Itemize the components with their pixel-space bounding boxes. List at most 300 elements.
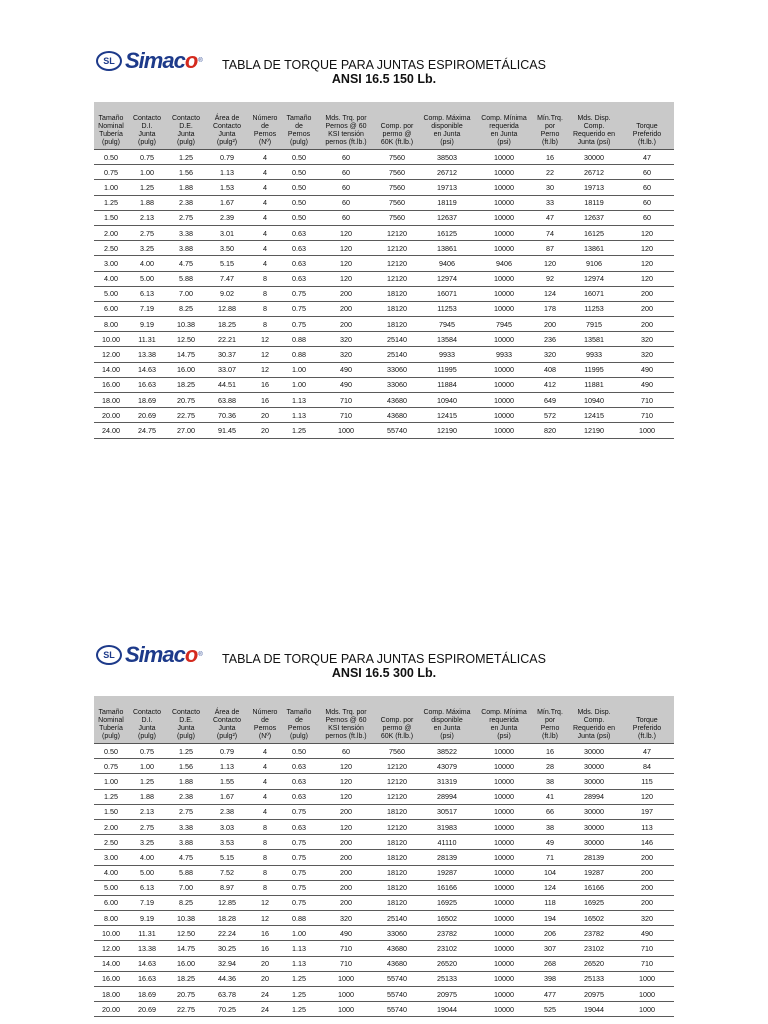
table-cell: 1.25 [128,774,166,789]
table-cell: 60 [316,744,376,759]
table-cell: 1.88 [166,180,206,195]
column-header: Mín.Trq. por Perno (ft.lb) [532,102,568,150]
table-cell: 18120 [376,317,418,332]
table-cell: 44.36 [206,971,248,986]
table-cell: 10000 [476,774,532,789]
table-cell: 2.38 [166,789,206,804]
table-cell: 490 [316,377,376,392]
table-cell: 710 [316,956,376,971]
table-cell: 41 [532,789,568,804]
table-cell: 0.50 [282,180,316,195]
table-cell: 10.00 [94,926,128,941]
table-cell: 23102 [418,941,476,956]
table-cell: 60 [620,210,674,225]
table-cell: 11.31 [128,926,166,941]
table-row [94,286,674,301]
table-cell: 16071 [418,286,476,301]
table-cell: 1000 [316,423,376,438]
table-row [94,241,674,256]
table-cell: 320 [316,332,376,347]
table-cell: 2.75 [166,210,206,225]
table-cell: 1.13 [282,393,316,408]
table-cell: 12.50 [166,926,206,941]
table-title-block [0,58,768,86]
table-cell: 26520 [418,956,476,971]
table-cell: 10000 [476,971,532,986]
table-cell: 8 [248,865,282,880]
table-cell: 2.50 [94,241,128,256]
table-cell: 18119 [568,195,620,210]
table-cell: 70.36 [206,408,248,423]
table-cell: 5.00 [94,286,128,301]
table-cell: 7.00 [166,286,206,301]
logo-wordmark: Simaco [125,642,198,667]
table-cell: 2.50 [94,835,128,850]
table-cell: 13861 [418,241,476,256]
table-cell: 200 [532,317,568,332]
column-header: Comp. Máxima disponible en Junta (psi) [418,102,476,150]
column-header: Tamaño Nominal Tubería (pulg) [94,102,128,150]
table-cell: 1.50 [94,804,128,819]
table-cell: 10000 [476,850,532,865]
table-cell: 4 [248,165,282,180]
table-cell: 120 [316,225,376,240]
table-cell: 33.07 [206,362,248,377]
table-cell: 19044 [418,1002,476,1017]
table-cell: 10.38 [166,317,206,332]
table-row [94,225,674,240]
column-header: Mds. Trq. por Pernos @ 60 KSI tensión pernos (ft.lb.) [316,102,376,150]
column-header: Comp. por permo @ 60K (ft.lb.) [376,102,418,150]
table-cell: 0.63 [282,256,316,271]
table-cell: 10000 [476,165,532,180]
table-cell: 27.00 [166,423,206,438]
table-cell: 16 [532,150,568,165]
table-cell: 4 [248,804,282,819]
table-cell: 3.88 [166,835,206,850]
table-row [94,408,674,423]
table-cell: 12120 [376,241,418,256]
table-cell: 120 [316,271,376,286]
table-cell: 200 [620,850,674,865]
table-subtitle: ANSI 16.5 300 Lb. [331,666,437,680]
table-cell: 63.88 [206,393,248,408]
table-cell: 3.00 [94,850,128,865]
table-cell: 307 [532,941,568,956]
table-cell: 16071 [568,286,620,301]
table-cell: 10000 [476,789,532,804]
table-cell: 0.88 [282,347,316,362]
table-cell: 320 [620,347,674,362]
table-cell: 13.38 [128,347,166,362]
table-cell: 1000 [316,971,376,986]
table-cell: 1.67 [206,789,248,804]
table-cell: 10000 [476,393,532,408]
table-cell: 30000 [568,759,620,774]
column-header: Número de Pernos (Nº) [248,102,282,150]
table-cell: 74 [532,225,568,240]
table-cell: 5.00 [128,271,166,286]
table-cell: 16.00 [166,956,206,971]
table-cell: 8 [248,271,282,286]
table-cell: 16 [532,744,568,759]
table-cell: 490 [620,377,674,392]
table-cell: 0.50 [94,150,128,165]
column-header: Torque Preferido (ft.lb.) [620,696,674,744]
table-row [94,759,674,774]
table-cell: 6.13 [128,286,166,301]
table-cell: 60 [316,195,376,210]
table-cell: 7560 [376,180,418,195]
table-cell: 25140 [376,911,418,926]
table-cell: 200 [316,880,376,895]
table-row [94,819,674,834]
table-cell: 38 [532,819,568,834]
table-cell: 8 [248,286,282,301]
table-cell: 4 [248,744,282,759]
table-cell: 30000 [568,819,620,834]
table-cell: 194 [532,911,568,926]
table-cell: 16125 [418,225,476,240]
table-cell: 10000 [476,987,532,1002]
table-cell: 0.75 [282,865,316,880]
table-cell: 113 [620,819,674,834]
table-cell: 22.21 [206,332,248,347]
table-cell: 490 [316,362,376,377]
table-cell: 2.13 [128,804,166,819]
table-row [94,926,674,941]
table-cell: 16.00 [94,377,128,392]
table-cell: 84 [620,759,674,774]
table-cell: 1.50 [94,210,128,225]
table-cell: 120 [316,256,376,271]
table-cell: 2.38 [166,195,206,210]
table-cell: 0.50 [94,744,128,759]
table-cell: 5.15 [206,256,248,271]
table-cell: 1.88 [128,195,166,210]
table-cell: 1000 [620,423,674,438]
table-cell: 10000 [476,865,532,880]
table-cell: 4 [248,210,282,225]
table-cell: 104 [532,865,568,880]
table-cell: 23782 [418,926,476,941]
table-cell: 13861 [568,241,620,256]
table-row [94,271,674,286]
table-cell: 1.13 [282,941,316,956]
table-cell: 16125 [568,225,620,240]
table-cell: 1.13 [206,759,248,774]
table-cell: 0.50 [282,195,316,210]
table-cell: 4 [248,180,282,195]
table-cell: 124 [532,286,568,301]
table-cell: 30.37 [206,347,248,362]
table-cell: 0.75 [282,804,316,819]
table-cell: 70.25 [206,1002,248,1017]
table-cell: 24.00 [94,423,128,438]
table-cell: 10000 [476,956,532,971]
table-cell: 30 [532,180,568,195]
table-cell: 20.00 [94,408,128,423]
table-cell: 268 [532,956,568,971]
table-cell: 43079 [418,759,476,774]
table-cell: 8.97 [206,880,248,895]
table-cell: 18.25 [166,971,206,986]
table-cell: 28139 [568,850,620,865]
table-cell: 18120 [376,301,418,316]
table-cell: 9933 [568,347,620,362]
table-cell: 178 [532,301,568,316]
table-cell: 320 [620,332,674,347]
table-cell: 4 [248,195,282,210]
table-cell: 710 [316,408,376,423]
table-cell: 7.19 [128,895,166,910]
table-cell: 12 [248,332,282,347]
table-cell: 6.13 [128,880,166,895]
table-cell: 1.25 [128,180,166,195]
table-cell: 16.00 [166,362,206,377]
table-cell: 477 [532,987,568,1002]
table-cell: 16502 [568,911,620,926]
table-row [94,377,674,392]
table-cell: 30000 [568,774,620,789]
table-cell: 28994 [568,789,620,804]
table-cell: 14.75 [166,941,206,956]
table-cell: 12120 [376,271,418,286]
table-cell: 25133 [568,971,620,986]
table-cell: 1000 [620,971,674,986]
table-cell: 12120 [376,774,418,789]
table-cell: 1.00 [282,362,316,377]
table-cell: 44.51 [206,377,248,392]
table-cell: 19287 [568,865,620,880]
table-cell: 0.79 [206,150,248,165]
table-cell: 10000 [476,880,532,895]
table-row [94,393,674,408]
table-cell: 2.39 [206,210,248,225]
table-cell: 1.00 [282,926,316,941]
table-row [94,332,674,347]
table-cell: 11881 [568,377,620,392]
table-cell: 22.75 [166,1002,206,1017]
table-cell: 20.75 [166,987,206,1002]
table-cell: 30517 [418,804,476,819]
table-cell: 206 [532,926,568,941]
table-cell: 43680 [376,393,418,408]
table-cell: 20 [248,971,282,986]
table-cell: 710 [620,393,674,408]
table-cell: 60 [316,150,376,165]
table-cell: 10000 [476,926,532,941]
table-cell: 33 [532,195,568,210]
table-title: TABLA DE TORQUE PARA JUNTAS ESPIROMETÁLICAS [222,652,546,666]
table-cell: 55740 [376,1002,418,1017]
table-cell: 43680 [376,408,418,423]
table-cell: 30000 [568,150,620,165]
table-cell: 60 [620,195,674,210]
table-cell: 18.69 [128,393,166,408]
table-cell: 4 [248,225,282,240]
table-cell: 8 [248,850,282,865]
table-cell: 10000 [476,286,532,301]
column-header: Contacto D.E. Junta (pulg) [166,102,206,150]
table-cell: 2.75 [128,819,166,834]
table-cell: 19713 [568,180,620,195]
table-cell: 8.25 [166,301,206,316]
table-cell: 5.88 [166,271,206,286]
table-cell: 16166 [568,880,620,895]
table-cell: 3.25 [128,241,166,256]
table-cell: 120 [620,241,674,256]
column-header: Mín.Trq. por Perno (ft.lb) [532,696,568,744]
table-header-row [94,102,674,150]
table-cell: 19287 [418,865,476,880]
table-cell: 12 [248,911,282,926]
column-header: Comp. Mínima requerida en Junta (psi) [476,102,532,150]
table-cell: 23102 [568,941,620,956]
table-cell: 118 [532,895,568,910]
table-cell: 0.75 [282,880,316,895]
table-cell: 28994 [418,789,476,804]
table-cell: 12190 [568,423,620,438]
table-cell: 1.88 [128,789,166,804]
table-cell: 43680 [376,956,418,971]
table-cell: 11.31 [128,332,166,347]
table-cell: 320 [316,911,376,926]
table-cell: 3.00 [94,256,128,271]
table-cell: 710 [620,956,674,971]
table-cell: 49 [532,835,568,850]
table-cell: 6.00 [94,895,128,910]
table-cell: 18.69 [128,987,166,1002]
table-cell: 1.25 [282,423,316,438]
table-cell: 6.00 [94,301,128,316]
table-cell: 1.00 [128,165,166,180]
table-cell: 9933 [476,347,532,362]
table-cell: 20 [248,956,282,971]
table-cell: 16 [248,941,282,956]
table-cell: 2.13 [128,210,166,225]
column-header: Comp. por permo @ 60K (ft.lb.) [376,696,418,744]
table-cell: 200 [316,301,376,316]
table-cell: 16.00 [94,971,128,986]
table-cell: 0.75 [282,286,316,301]
table-cell: 18.25 [166,377,206,392]
table-row [94,895,674,910]
table-cell: 10.38 [166,911,206,926]
table-cell: 1.25 [94,789,128,804]
table-cell: 18119 [418,195,476,210]
table-cell: 3.50 [206,241,248,256]
table-cell: 9.02 [206,286,248,301]
table-cell: 0.50 [282,150,316,165]
table-cell: 12.85 [206,895,248,910]
table-cell: 10000 [476,377,532,392]
table-cell: 4 [248,759,282,774]
table-cell: 26712 [568,165,620,180]
table-cell: 12637 [568,210,620,225]
table-cell: 60 [316,210,376,225]
table-cell: 4.00 [94,865,128,880]
table-cell: 16925 [418,895,476,910]
table-cell: 12 [248,347,282,362]
table-header-row [94,696,674,744]
table-cell: 8 [248,819,282,834]
table-cell: 63.78 [206,987,248,1002]
table-cell: 16166 [418,880,476,895]
table-cell: 19713 [418,180,476,195]
table-cell: 1.25 [282,971,316,986]
table-cell: 20 [248,423,282,438]
table-cell: 25133 [418,971,476,986]
table-cell: 14.00 [94,362,128,377]
table-cell: 2.75 [166,804,206,819]
table-row [94,256,674,271]
table-cell: 4 [248,789,282,804]
table-cell: 14.63 [128,956,166,971]
table-cell: 55740 [376,987,418,1002]
table-cell: 33060 [376,926,418,941]
table-cell: 66 [532,804,568,819]
table-row [94,180,674,195]
table-cell: 12.00 [94,941,128,956]
table-cell: 22.24 [206,926,248,941]
table-cell: 120 [620,271,674,286]
column-header: Comp. Máxima disponible en Junta (psi) [418,696,476,744]
table-row [94,880,674,895]
table-cell: 13584 [418,332,476,347]
table-cell: 4 [248,150,282,165]
table-cell: 11884 [418,377,476,392]
table-cell: 12637 [418,210,476,225]
table-title-block [0,652,768,680]
table-cell: 1.00 [94,774,128,789]
table-cell: 31983 [418,819,476,834]
table-row [94,865,674,880]
table-cell: 16 [248,377,282,392]
table-cell: 1.13 [282,956,316,971]
table-cell: 87 [532,241,568,256]
table-cell: 24.75 [128,423,166,438]
table-cell: 18.00 [94,393,128,408]
column-header: Mds. Disp. Comp. Requerido en Junta (psi) [568,696,620,744]
table-cell: 1.56 [166,165,206,180]
table-cell: 4.00 [128,850,166,865]
table-cell: 0.88 [282,332,316,347]
column-header: Número de Pernos (Nº) [248,696,282,744]
table-cell: 12415 [568,408,620,423]
column-header: Tamaño de Pernos (pulg) [282,696,316,744]
table-cell: 16.63 [128,971,166,986]
table-cell: 16.63 [128,377,166,392]
table-cell: 10000 [476,941,532,956]
table-cell: 24 [248,987,282,1002]
table-cell: 200 [620,895,674,910]
table-row [94,423,674,438]
table-cell: 10000 [476,895,532,910]
table-cell: 10000 [476,759,532,774]
table-cell: 10000 [476,301,532,316]
table-cell: 19044 [568,1002,620,1017]
table-cell: 10940 [418,393,476,408]
table-cell: 120 [316,241,376,256]
table-cell: 8.00 [94,317,128,332]
table-cell: 200 [620,865,674,880]
table-cell: 0.75 [94,165,128,180]
table-cell: 8 [248,880,282,895]
table-cell: 320 [316,347,376,362]
table-cell: 1.55 [206,774,248,789]
table-cell: 91.45 [206,423,248,438]
